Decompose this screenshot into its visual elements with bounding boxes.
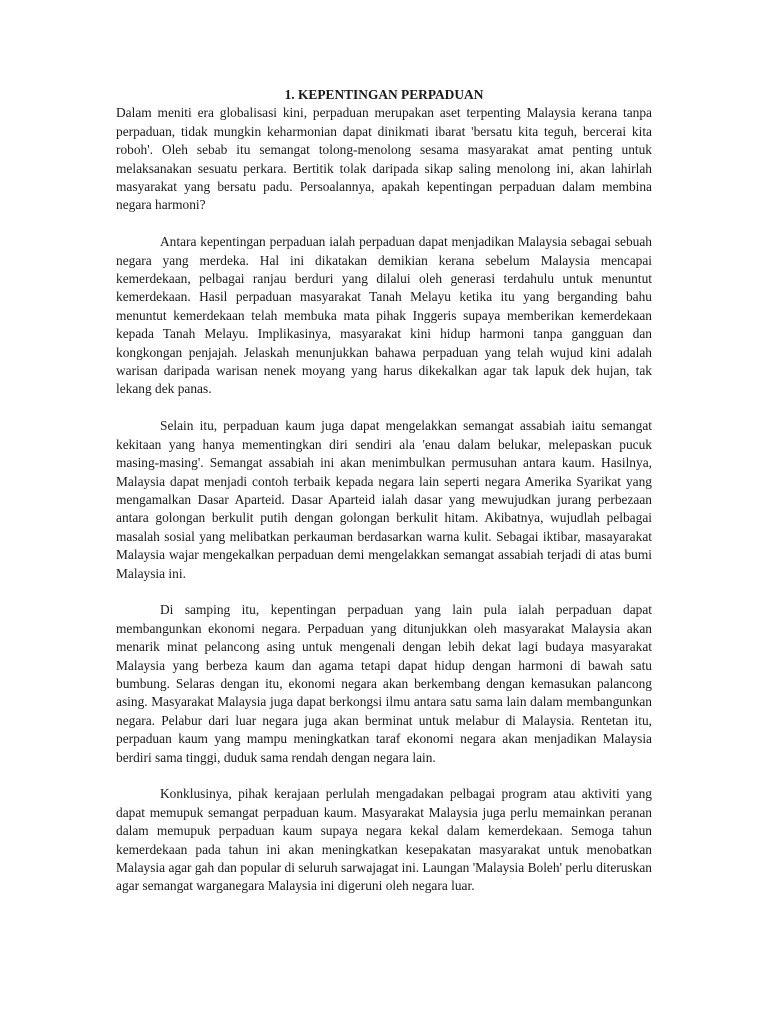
document-title: 1. KEPENTINGAN PERPADUAN xyxy=(284,87,484,102)
document-body xyxy=(116,86,652,914)
paragraph-point-3: Di samping itu, kepentingan perpaduan yang lain pula ialah perpaduan dapat membangunkan ekonomi negara. Perpaduan yang ditunjukkan oleh masyarakat Malaysia akan menarik minat pelancong asing untuk mengenali dengan lebih dekat lagi budaya masyarakat Malaysia yang berbeza kaum dan agama tetapi dapat hidup dengan harmoni di bawah satu bumbung. Selaras dengan itu, ekonomi negara akan berkembang dengan kemasukan palancong asing. Masyarakat Malaysia juga dapat berkongsi ilmu antara satu sama lain dalam membangunkan negara. Pelabur dari luar negara juga akan berminat untuk melabur di Malaysia. Rentetan itu, perpaduan kaum yang mampu meningkatkan taraf ekonomi negara akan menjadikan Malaysia berdiri sama tinggi, duduk sama rendah dengan negara lain. xyxy=(116,602,652,765)
paragraph-conclusion: Konklusinya, pihak kerajaan perlulah mengadakan pelbagai program atau aktiviti yang dapat memupuk semangat perpaduan kaum. Masyarakat Malaysia juga perlu memainkan peranan dalam memupuk perpaduan kaum supaya negara kekal dalam kemerdekaan. Semoga tahun kemerdekaan pada tahun ini akan meningkatkan kesepakatan masyarakat untuk menobatkan Malaysia agar gah dan popular di seluruh sarwajagat ini. Laungan 'Malaysia Boleh' perlu diteruskan agar semangat warganegara Malaysia ini digeruni oleh negara luar. xyxy=(116,786,652,894)
paragraph-introduction: Dalam meniti era globalisasi kini, perpaduan merupakan aset terpenting Malaysia kerana tanpa perpaduan, tidak mungkin keharmonian dapat dinikmati ibarat 'bersatu kita teguh, bercerai kita roboh'. Oleh sebab itu semangat tolong-menolong sesama masyarakat amat penting untuk melaksanakan sesuatu perkara. Bertitik tolak daripada sikap saling menolong ini, akan lahirlah masyarakat yang bersatu padu. Persoalannya, apakah kepentingan perpaduan dalam membina negara harmoni? xyxy=(116,105,652,213)
paragraph-point-1: Antara kepentingan perpaduan ialah perpaduan dapat menjadikan Malaysia sebagai sebuah negara yang merdeka. Hal ini dikatakan demikian kerana sebelum Malaysia mencapai kemerdekaan, pelbagai ranjau berduri yang dilalui oleh generasi terdahulu untuk menuntut kemerdekaan. Hasil perpaduan masyarakat Tanah Melayu ketika itu yang berganding bahu menuntut kemerdekaan telah membuka mata pihak Inggeris supaya memberikan kemerdekaan kepada Tanah Melayu. Implikasinya, masyarakat kini hidup harmoni tanpa gangguan dan kongkongan penjajah. Jelaskah menunjukkan bahawa perpaduan yang telah wujud kini adalah warisan daripada warisan nenek moyang yang harus dikekalkan agar tak lapuk dek hujan, tak lekang dek panas. xyxy=(116,234,652,397)
paragraph-point-2: Selain itu, perpaduan kaum juga dapat mengelakkan semangat assabiah iaitu semangat kekitaan yang hanya mementingkan diri sendiri ala 'enau dalam belukar, melepaskan pucuk masing-masing'. Semangat assabiah ini akan menimbulkan permusuhan antara kaum. Hasilnya, Malaysia dapat menjadi contoh terbaik kepada negara lain seperti negara Amerika Syarikat yang mengamalkan Dasar Aparteid. Dasar Aparteid ialah dasar yang mewujudkan jurang perbezaan antara golongan berkulit putih dengan golongan berkulit hitam. Akibatnya, wujudlah pelbagai masalah sosial yang melibatkan perkauman berdasarkan warna kulit. Sebagai iktibar, masayarakat Malaysia wajar mengekalkan perpaduan demi mengelakkan semangat assabiah terjadi di atas bumi Malaysia ini. xyxy=(116,418,652,581)
